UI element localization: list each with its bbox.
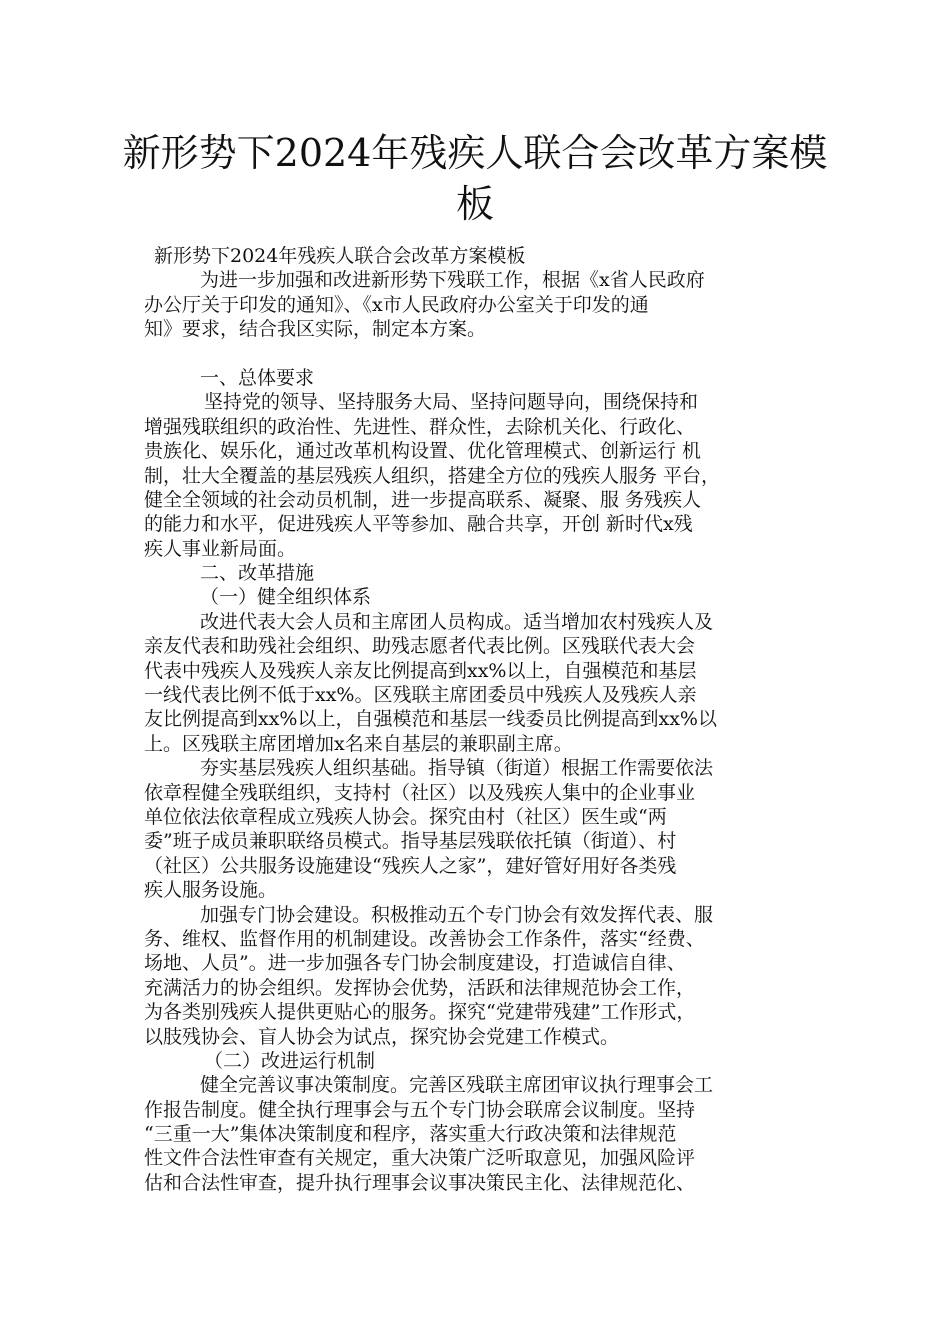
paragraph-line: 以肢残协会、盲人协会为试点，探究协会党建工作模式。	[144, 1025, 620, 1048]
paragraph-line: 一线代表比例不低于xx%。区残联主席团委员中残疾人及残疾人亲	[144, 684, 697, 707]
paragraph-line: 为各类别残疾人提供更贴心的服务。探究“党建带残建”工作形式，	[144, 1001, 696, 1024]
paragraph-line: 增强残联组织的政治性、先进性、群众性，去除机关化、行政化、	[144, 415, 696, 438]
paragraph-line: 改进代表大会人员和主席团人员构成。适当增加农村残疾人及	[200, 610, 714, 633]
paragraph-line: 健全完善议事决策制度。完善区残联主席团审议执行理事会工	[200, 1074, 714, 1097]
section-heading: 一、总体要求	[200, 366, 315, 389]
paragraph-line: 场地、人员”。进一步加强各专门协会制度建设，打造诚信自律、	[144, 952, 686, 975]
paragraph-line: 亲友代表和助残社会组织、助残志愿者代表比例。区残联代表大会	[144, 635, 696, 658]
subsection-heading: （一）健全组织体系	[200, 586, 372, 609]
paragraph-line: 知》要求，结合我区实际，制定本方案。	[144, 318, 487, 341]
paragraph-line: “三重一大”集体决策制度和程序，落实重大行政决策和法律规范	[144, 1123, 677, 1146]
document-body	[144, 244, 824, 1195]
paragraph-line: 充满活力的协会组织。发挥协会优势，活跃和法律规范协会工作，	[144, 976, 696, 999]
paragraph-line: 作报告制度。健全执行理事会与五个专门协会联席会议制度。坚持	[144, 1098, 696, 1121]
paragraph-line: 健全全领域的社会动员机制，进一步提高联系、凝聚、服 务残疾人	[144, 488, 702, 511]
paragraph-line: 贵族化、娱乐化，通过改革机构设置、优化管理模式、创新运行 机	[144, 440, 702, 463]
paragraph-line: 加强专门协会建设。积极推动五个专门协会有效发挥代表、服	[200, 903, 714, 926]
blank-line	[144, 342, 824, 366]
paragraph-line: 上。区残联主席团增加x名来自基层的兼职副主席。	[144, 732, 573, 755]
paragraph-line: 疾人服务设施。	[144, 879, 278, 902]
paragraph-line: 依章程健全残联组织，支持村（社区）以及残疾人集中的企业事业	[144, 781, 696, 804]
paragraph-line: 为进一步加强和改进新形势下残联工作，根据《x省人民政府	[200, 269, 705, 292]
subtitle-line: 新形势下2024年残疾人联合会改革方案模板	[154, 245, 526, 267]
paragraph-line: 的能力和水平，促进残疾人平等参加、融合共享，开创 新时代x残	[144, 513, 693, 536]
subsection-heading: （二）改进运行机制	[204, 1049, 376, 1072]
title-line-1: 新形势下2024年残疾人联合会改革方案模	[122, 131, 828, 175]
paragraph-line: 单位依法依章程成立残疾人协会。探究由村（社区）医生或“两	[144, 805, 667, 828]
paragraph-line: 办公厅关于印发的通知》、《x市人民政府办公室关于印发的通	[144, 293, 649, 316]
title-line-2: 板	[455, 182, 494, 226]
paragraph-line: 务、维权、监督作用的机制建设。改善协会工作条件，落实“经费、	[144, 927, 705, 950]
paragraph-line: 疾人事业新局面。	[144, 537, 297, 560]
paragraph-line: 性文件合法性审查有关规定，重大决策广泛听取意见，加强风险评	[144, 1147, 696, 1170]
section-heading: 二、改革措施	[200, 562, 315, 585]
paragraph-line: 代表中残疾人及残疾人亲友比例提高到xx%以上，自强模范和基层	[144, 659, 697, 682]
paragraph-line: 估和合法性审查，提升执行理事会议事决策民主化、法律规范化、	[144, 1171, 696, 1194]
paragraph-line: 委”班子成员兼职联络员模式。指导基层残联依托镇（街道）、村	[144, 830, 677, 853]
paragraph-line: 坚持党的领导、坚持服务大局、坚持问题导向，围绕保持和	[204, 391, 699, 414]
document-title	[120, 128, 830, 230]
paragraph-line: （社区）公共服务设施建设“残疾人之家”，建好管好用好各类残	[144, 854, 677, 877]
paragraph-line: 夯实基层残疾人组织基础。指导镇（街道）根据工作需要依法	[200, 757, 714, 780]
paragraph-line: 友比例提高到xx%以上，自强模范和基层一线委员比例提高到xx%以	[144, 708, 717, 731]
paragraph-line: 制，壮大全覆盖的基层残疾人组织，搭建全方位的残疾人服务 平台，	[144, 464, 721, 487]
